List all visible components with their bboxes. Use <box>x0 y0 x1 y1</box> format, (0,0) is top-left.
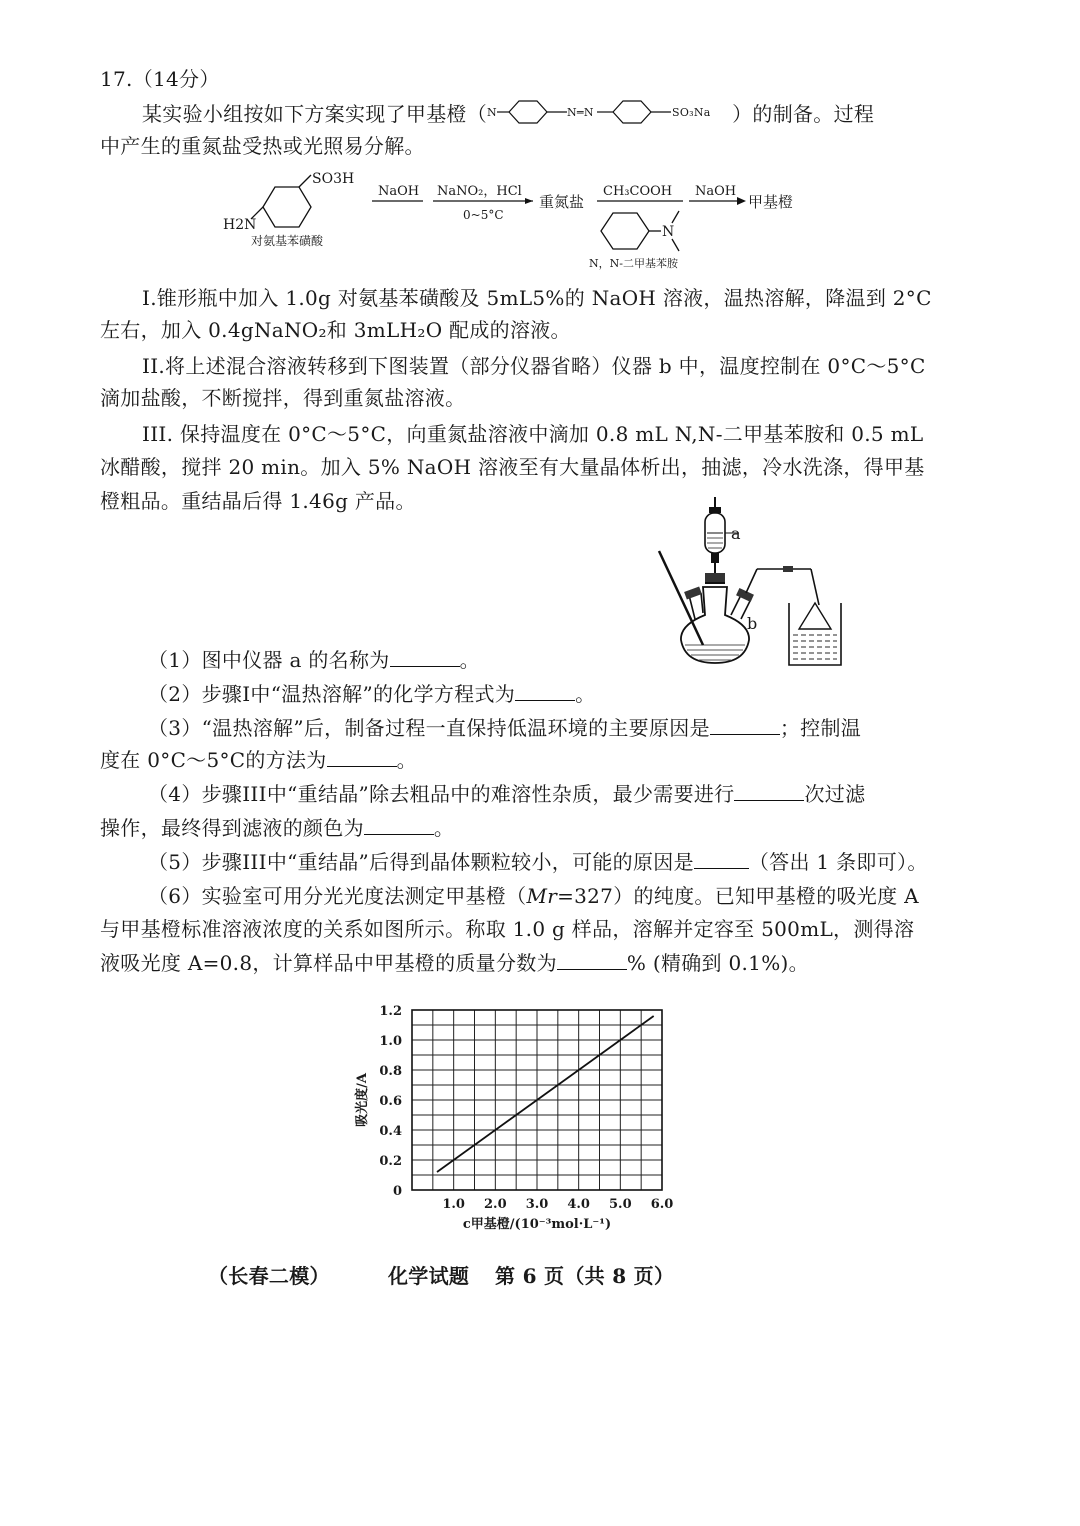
q4-text-b: 次过滤 <box>804 782 866 806</box>
q5-answer-blank[interactable] <box>694 852 749 869</box>
q2-answer-blank[interactable] <box>515 684 575 701</box>
y-tick-label: 0.8 <box>379 1064 402 1079</box>
x-axis-label: c甲基橙/(10⁻³mol·L⁻¹) <box>462 1217 612 1230</box>
q5 <box>148 848 928 876</box>
y-tick-label: 0.2 <box>379 1154 402 1169</box>
q3-line1 <box>148 714 861 742</box>
beaker-liquid <box>793 635 837 659</box>
step3-line3: 橙粗品。重结晶后得 1.46g 产品。 <box>100 489 416 513</box>
q1 <box>148 646 480 674</box>
arrow2-bottom-label: 0~5°C <box>463 208 504 222</box>
label-b: b <box>747 614 758 633</box>
q3-text-a: （3）“温热溶解”后，制备过程一直保持低温环境的主要原因是 <box>148 716 710 740</box>
intermediate-label: 重氮盐 <box>539 193 585 211</box>
beaker <box>789 603 841 665</box>
y-tick-label: 0.6 <box>379 1094 402 1109</box>
chart-series <box>437 1016 654 1172</box>
q3-text-c: 度在 0°C～5°C的方法为 <box>100 748 327 772</box>
q3-text-b: ；控制温 <box>779 716 862 740</box>
q6-line2: 与甲基橙标准溶液浓度的关系如图所示。称取 1.0 g 样品，溶解并定容至 500mL，测得溶 <box>100 917 915 941</box>
reactant-name: 对氨基苯磺酸 <box>251 234 324 248</box>
q6-text-b: =327）的纯度。已知甲基橙的吸光度 A <box>557 884 919 908</box>
azo-label: N═N <box>567 106 594 119</box>
x-tick-label: 4.0 <box>567 1197 590 1212</box>
intro-text-b: ）的制备。过程 <box>732 102 875 126</box>
y-tick-label: 0 <box>392 1184 402 1199</box>
q4-end: 。 <box>433 816 455 840</box>
intro-line-1 <box>142 97 874 134</box>
dimethylaniline-name: N，N-二甲基苯胺 <box>589 257 678 270</box>
arrow2-top-label: NaNO₂，HCl <box>437 184 522 199</box>
thermometer <box>659 551 703 645</box>
q6-text-d: % (精确到 0.1%)。 <box>626 951 809 975</box>
q3-line2 <box>100 746 417 774</box>
q5-text-b: （答出 1 条即可）。 <box>748 850 928 874</box>
y-tick-label: 1.2 <box>379 1004 402 1019</box>
n-group-label: N <box>487 106 498 119</box>
arrow3-top-label: CH₃COOH <box>603 184 673 199</box>
label-a: a <box>731 524 741 543</box>
q6-line3 <box>100 949 809 977</box>
methyl-orange-structure <box>487 97 732 134</box>
n-label: N <box>662 224 675 240</box>
x-tick-label: 6.0 <box>650 1197 674 1212</box>
footer-subject: 化学试题 <box>388 1264 470 1288</box>
q3-end: 。 <box>396 748 417 772</box>
footer-source: （长春二模） <box>208 1264 330 1288</box>
arrow4-top-label: NaOH <box>695 184 737 199</box>
so3h-label: SO3H <box>312 171 355 187</box>
q4-line1 <box>148 780 865 808</box>
q6-mr: Mr <box>526 884 558 908</box>
benzene-ring-2 <box>601 213 649 249</box>
step3-line2: 冰醋酸，搅拌 20 min。加入 5% NaOH 溶液至有大量晶体析出，抽滤，冷水洗涤，得甲基 <box>100 455 925 479</box>
step2-line2: 滴加盐酸，不断搅拌，得到重氮盐溶液。 <box>100 386 466 410</box>
funnel-liquid <box>707 538 723 548</box>
h2n-label: H2N <box>223 217 257 233</box>
q2 <box>148 680 595 708</box>
q1-answer-blank[interactable] <box>390 650 460 667</box>
benzene-ring-1 <box>263 187 311 227</box>
y-axis-label: 吸光度/A <box>355 1073 370 1127</box>
q1-text: （1）图中仪器 a 的名称为 <box>148 648 390 672</box>
intro-text-a: 某实验小组按如下方案实现了甲基橙（ <box>142 102 488 126</box>
q1-end: 。 <box>459 648 480 672</box>
methyl-orange-structure-svg <box>487 97 732 127</box>
q3-answer-blank-1[interactable] <box>710 718 780 735</box>
q6-answer-blank[interactable] <box>557 953 627 970</box>
footer-page: 第 6 页（共 8 页） <box>495 1264 675 1288</box>
arrow1-label: NaOH <box>378 184 420 199</box>
so3na-label: SO₃Na <box>672 106 711 119</box>
product-label: 甲基橙 <box>748 193 794 211</box>
inverted-funnel <box>799 603 831 629</box>
q6-text-a: （6）实验室可用分光光度法测定甲基橙（ <box>148 884 527 908</box>
intro-line-2: 中产生的重氮盐受热或光照易分解。 <box>100 134 425 158</box>
absorbance-chart <box>340 995 700 1230</box>
y-tick-label: 0.4 <box>379 1124 402 1139</box>
q5-text-a: （5）步骤III中“重结晶”后得到晶体颗粒较小，可能的原因是 <box>148 850 694 874</box>
q2-end: 。 <box>575 682 596 706</box>
step2-line1: II.将上述混合溶液转移到下图装置（部分仪器省略）仪器 b 中，温度控制在 0°C～5°C <box>142 354 926 378</box>
calibration-line <box>437 1016 654 1172</box>
x-tick-label: 3.0 <box>525 1197 549 1212</box>
q4-answer-blank-2[interactable] <box>364 818 434 835</box>
step1-line2: 左右，加入 0.4gNaNO₂和 3mLH₂O 配成的溶液。 <box>100 318 571 342</box>
q2-text: （2）步骤I中“温热溶解”的化学方程式为 <box>148 682 516 706</box>
x-tick-label: 2.0 <box>484 1197 507 1212</box>
question-number: 17.（14分） <box>100 67 220 91</box>
x-tick-label: 5.0 <box>609 1197 632 1212</box>
q4-text-a: （4）步骤III中“重结晶”除去粗品中的难溶性杂质，最少需要进行 <box>148 782 735 806</box>
q4-line2 <box>100 814 454 842</box>
reaction-scheme <box>215 165 815 275</box>
step1-line1: I.锥形瓶中加入 1.0g 对氨基苯磺酸及 5mL5%的 NaOH 溶液，温热溶解，降温到 2°C <box>142 286 932 310</box>
q4-text-c: 操作，最终得到滤液的颜色为 <box>100 816 364 840</box>
step3-line1: III. 保持温度在 0°C～5°C，向重氮盐溶液中滴加 0.8 mL N,N-二甲基苯胺和 0.5 mL <box>142 422 924 446</box>
q6-text-c: 液吸光度 A=0.8，计算样品中甲基橙的质量分数为 <box>100 951 557 975</box>
q6-line1 <box>148 882 919 910</box>
apparatus-diagram <box>645 495 855 670</box>
q3-answer-blank-2[interactable] <box>327 750 397 767</box>
y-tick-label: 1.0 <box>379 1034 402 1049</box>
x-tick-label: 1.0 <box>442 1197 465 1212</box>
q4-answer-blank-1[interactable] <box>734 784 804 801</box>
